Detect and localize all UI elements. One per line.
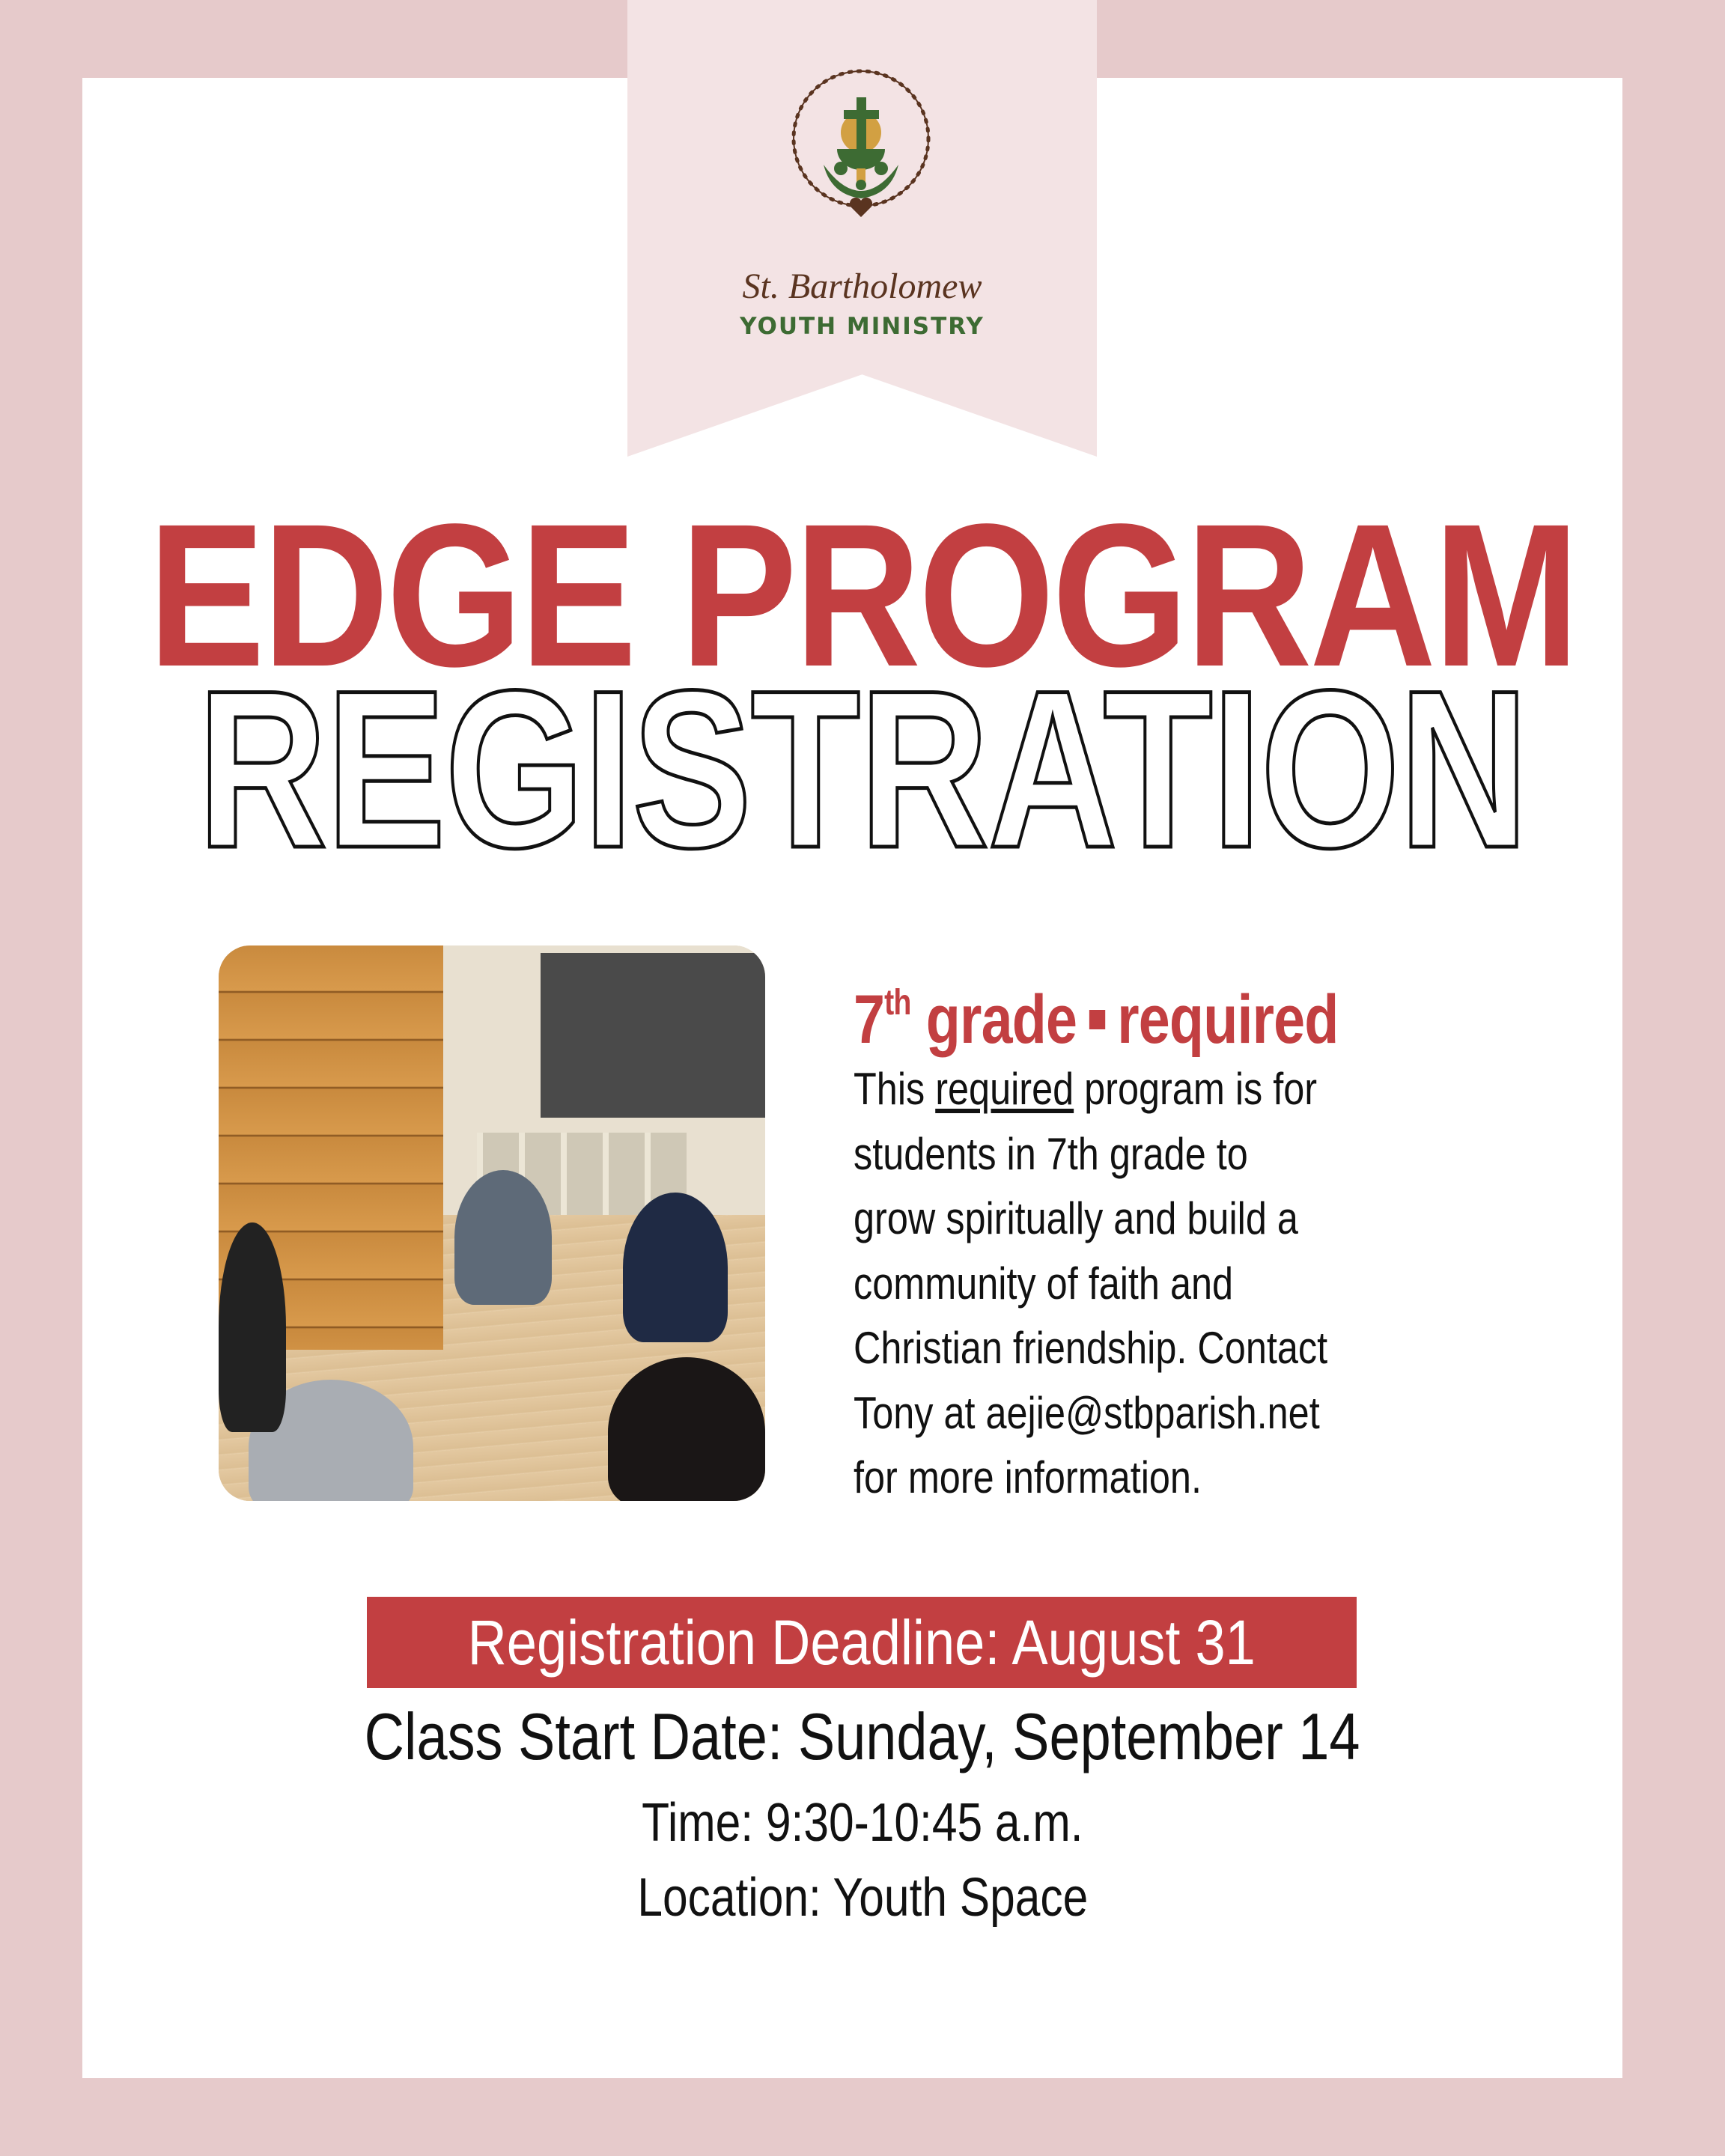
photo-bulletin-board (541, 953, 765, 1118)
grade-heading (854, 966, 1339, 1058)
square-bullet-icon (1089, 1010, 1105, 1029)
photo-person (608, 1357, 765, 1501)
description-line: community of faith and (854, 1258, 1234, 1309)
description-line: grow spiritually and build a (854, 1193, 1298, 1243)
details-section (854, 966, 1423, 1511)
description-line: This required program is for (854, 1064, 1318, 1114)
registration-title: REGISTRATION (197, 643, 1528, 895)
required-emphasis: required (935, 1064, 1074, 1114)
description-line: students in 7th grade to (854, 1128, 1248, 1179)
photo-person (219, 1222, 286, 1432)
org-subtitle: YOUTH MINISTRY (740, 313, 985, 340)
description-line: Christian friendship. Contact (854, 1323, 1328, 1373)
registration-deadline-badge: Registration Deadline: August 31 (367, 1597, 1357, 1688)
description-line: for more information. (854, 1452, 1202, 1502)
required-label: required (1117, 981, 1339, 1058)
program-title: EDGE PROGRAM (147, 481, 1578, 709)
class-time: Time: 9:30-10:45 a.m. (642, 1793, 1083, 1853)
photo-person (454, 1170, 552, 1305)
cross-chalice-rosary-icon (771, 64, 951, 225)
program-photo (219, 945, 765, 1501)
class-start-date: Class Start Date: Sunday, September 14 (365, 1699, 1360, 1773)
program-description (854, 1057, 1328, 1511)
grade-suffix: th (884, 983, 911, 1023)
org-name: St. Bartholomew (742, 267, 982, 306)
class-location: Location: Youth Space (637, 1868, 1088, 1928)
description-line-email: Tony at aejie@stbparish.net (854, 1387, 1320, 1438)
grade-word: grade (925, 981, 1077, 1058)
photo-person (623, 1193, 728, 1342)
grade-number: 7 (854, 981, 885, 1058)
